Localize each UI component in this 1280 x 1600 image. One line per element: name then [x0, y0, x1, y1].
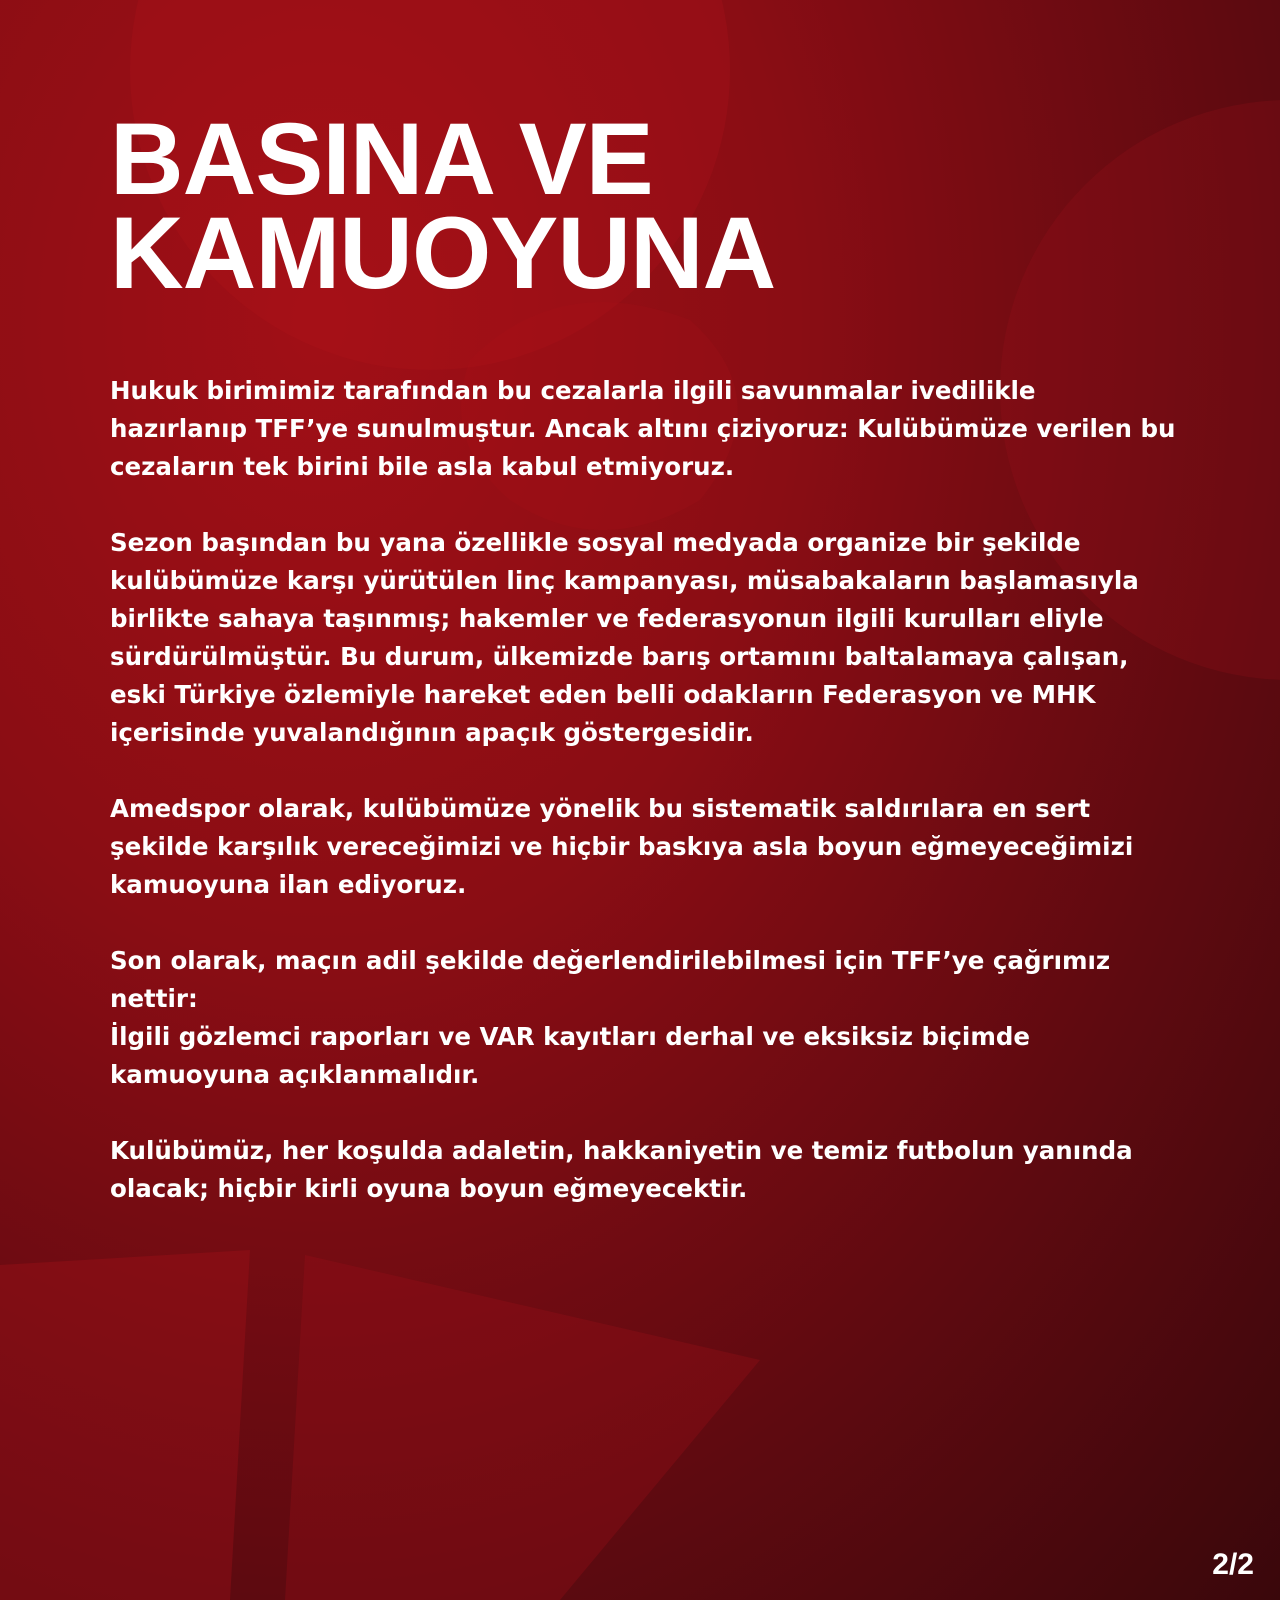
- paragraph-5: Kulübümüz, her koşulda adaletin, hakkaniyetin ve temiz futbolun yanında olacak; hiçbir kirli oyuna boyun eğmeyecektir.: [110, 1136, 1133, 1203]
- paragraph-4: Son olarak, maçın adil şekilde değerlendirilebilmesi için TFF’ye çağrımız nettir: İlgili gözlemci raporları ve VAR kayıtları derhal ve eksiksiz biçimde kamuoyuna açıklanmalıdır.: [110, 946, 1111, 1089]
- title-line-2: KAMUOYUNA: [110, 196, 776, 310]
- announcement-title: [110, 102, 1180, 310]
- paragraph-2: Sezon başından bu yana özellikle sosyal medyada organize bir şekilde kulübümüze karşı yürütülen linç kampanyası, müsabakaların başlamasıyla birlikte sahaya taşınmış; hakemler ve federasyonun ilgili kurulları eliyle sürdürülmüştür. Bu durum, ülkemizde barış ortamını baltalamaya çalışan, eski Türkiye özlemiyle hareket eden belli odakların Federasyon ve MHK içerisinde yuvalandığının apaçık göstergesidir.: [110, 528, 1139, 747]
- page-indicator: 2/2: [1212, 1548, 1254, 1581]
- title-line-1: BASINA VE: [110, 102, 653, 216]
- announcement: [110, 102, 1180, 1246]
- paragraph-1: Hukuk birimimiz tarafından bu cezalarla ilgili savunmalar ivedilikle hazırlanıp TFF’ye sunulmuştur. Ancak altını çiziyoruz: Kulübümüze verilen bu cezaların tek birini bile asla kabul etmiyoruz.: [110, 376, 1176, 481]
- background-shape-bottom-center: [285, 1255, 760, 1600]
- announcement-body: [110, 372, 1180, 1208]
- paragraph-3: Amedspor olarak, kulübümüze yönelik bu sistematik saldırılara en sert şekilde karşılık vereceğimizi ve hiçbir baskıya asla boyun eğmeyeceğimizi kamuoyuna ilan ediyoruz.: [110, 794, 1134, 899]
- background-shape-bottom-left: [0, 1250, 250, 1600]
